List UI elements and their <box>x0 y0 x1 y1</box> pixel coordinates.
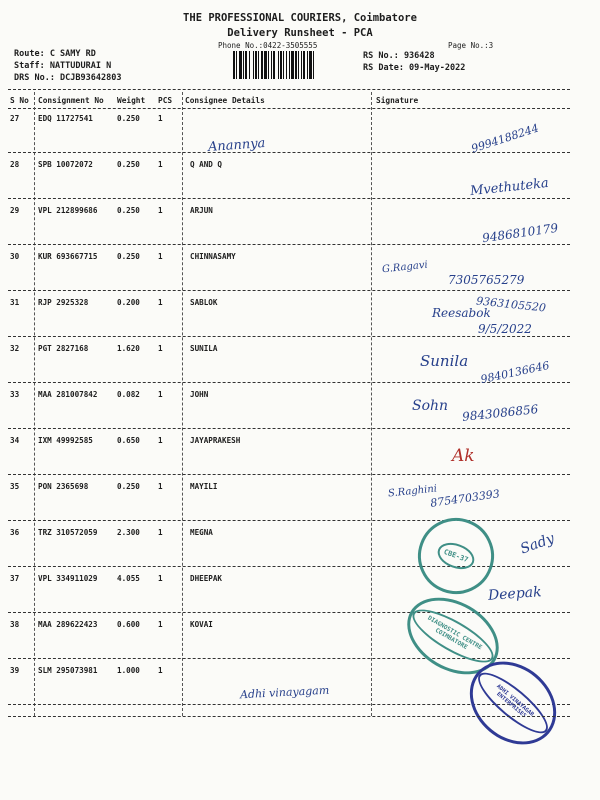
row-pcs: 1 <box>158 160 163 169</box>
signature-text: 9486810179 <box>481 220 559 246</box>
row-consignee: DHEEPAK <box>190 574 223 583</box>
signature-text: Sunila <box>420 352 469 370</box>
signature-text: S.Raghini <box>387 483 438 500</box>
row-weight: 0.250 <box>117 252 140 261</box>
signature-text: 9840136646 <box>479 358 551 387</box>
signature-text: 9843086856 <box>461 402 539 424</box>
row-weight: 4.055 <box>117 574 140 583</box>
signature-text: Ak <box>452 446 475 466</box>
row-consignee: MEGNA <box>190 528 213 537</box>
row-sno: 31 <box>10 298 20 307</box>
row-divider <box>8 290 570 291</box>
row-consignee: ARJUN <box>190 206 213 215</box>
page-number: Page No.:3 <box>448 41 494 50</box>
seal-stamp-text: CBE-37 <box>434 538 477 573</box>
row-consignment-no: RJP 2925328 <box>38 298 89 307</box>
row-pcs: 1 <box>158 620 163 629</box>
table-row <box>0 620 600 666</box>
signature-text: Sohn <box>412 398 449 414</box>
row-pcs: 1 <box>158 298 163 307</box>
runsheet-subtitle: Delivery Runsheet - PCA <box>227 27 373 39</box>
header-divider <box>8 89 570 90</box>
row-sno: 28 <box>10 160 20 169</box>
row-weight: 0.600 <box>117 620 140 629</box>
row-divider <box>8 198 570 199</box>
row-sno: 39 <box>10 666 20 675</box>
row-sno: 29 <box>10 206 20 215</box>
row-pcs: 1 <box>158 482 163 491</box>
row-consignment-no: MAA 281007842 <box>38 390 98 399</box>
row-divider <box>8 336 570 337</box>
row-consignment-no: SLM 295073981 <box>38 666 98 675</box>
row-sno: 32 <box>10 344 20 353</box>
row-pcs: 1 <box>158 528 163 537</box>
rs-number: RS No.: 936428 <box>363 51 435 61</box>
row-divider <box>8 152 570 153</box>
row-weight: 1.620 <box>117 344 140 353</box>
column-header-divider <box>8 108 570 109</box>
signature-text: Anannya <box>207 136 266 155</box>
row-pcs: 1 <box>158 574 163 583</box>
signature-text: 7305765279 <box>448 273 525 287</box>
row-consignee: SUNILA <box>190 344 218 353</box>
row-divider <box>8 612 570 613</box>
row-consignment-no: KUR 693667715 <box>38 252 98 261</box>
footer-divider <box>8 716 570 717</box>
row-weight: 0.250 <box>117 206 140 215</box>
phone-number: Phone No.:0422-3505555 <box>218 41 318 50</box>
row-pcs: 1 <box>158 344 163 353</box>
col-pcs: PCS <box>158 96 173 105</box>
row-pcs: 1 <box>158 114 163 123</box>
row-sno: 37 <box>10 574 20 583</box>
row-divider <box>8 520 570 521</box>
row-consignment-no: MAA 289622423 <box>38 620 98 629</box>
col-weight: Weight <box>117 96 146 105</box>
row-pcs: 1 <box>158 252 163 261</box>
route-label: Route: C SAMY RD <box>14 49 96 59</box>
row-weight: 0.250 <box>117 114 140 123</box>
row-weight: 0.250 <box>117 160 140 169</box>
col-consignment: Consignment No <box>38 96 104 105</box>
signature-text: Sady <box>518 530 557 558</box>
row-consignee: CHINNASAMY <box>190 252 236 261</box>
signature-text: Deepak <box>487 584 543 604</box>
row-pcs: 1 <box>158 666 163 675</box>
row-consignment-no: PON 2365698 <box>38 482 89 491</box>
row-pcs: 1 <box>158 436 163 445</box>
seal-stamp-text: ADHI VINAYAGAR ENTERPRISES <box>470 664 555 742</box>
row-pcs: 1 <box>158 206 163 215</box>
col-signature: Signature <box>376 96 419 105</box>
row-divider <box>8 474 570 475</box>
row-consignee: Q AND Q <box>190 160 223 169</box>
company-title: THE PROFESSIONAL COURIERS, Coimbatore <box>183 12 417 24</box>
row-sno: 34 <box>10 436 20 445</box>
signature-text: 8754703393 <box>429 487 501 510</box>
barcode <box>232 51 354 79</box>
row-consignment-no: PGT 2827168 <box>38 344 89 353</box>
row-consignee: MAYILI <box>190 482 218 491</box>
signature-text: 9994188244 <box>469 121 541 156</box>
rs-date: RS Date: 09-May-2022 <box>363 63 466 73</box>
row-weight: 0.650 <box>117 436 140 445</box>
table-row <box>0 436 600 482</box>
row-sno: 35 <box>10 482 20 491</box>
signature-text: 9/5/2022 <box>478 322 532 336</box>
staff-label: Staff: NATTUDURAI N <box>14 61 112 71</box>
seal-stamp-text: DIAGNOSTIC CENTRE COIMBATORE <box>406 600 501 672</box>
col-consignee: Consignee Details <box>185 96 265 105</box>
signature-text: Adhi vinayagam <box>239 683 330 702</box>
row-sno: 27 <box>10 114 20 123</box>
table-row <box>0 482 600 528</box>
row-consignee: JAYAPRAKESH <box>190 436 241 445</box>
row-weight: 0.200 <box>117 298 140 307</box>
drs-number: DRS No.: DCJB93642803 <box>14 73 122 83</box>
table-row <box>0 528 600 574</box>
signature-text: Reesabok <box>432 306 491 320</box>
row-sno: 30 <box>10 252 20 261</box>
row-sno: 36 <box>10 528 20 537</box>
row-pcs: 1 <box>158 390 163 399</box>
row-consignee: JOHN <box>190 390 209 399</box>
row-consignment-no: IXM 49992585 <box>38 436 93 445</box>
row-divider <box>8 428 570 429</box>
col-sno: S No <box>10 96 29 105</box>
row-consignment-no: SPB 10072072 <box>38 160 93 169</box>
row-consignment-no: TRZ 310572059 <box>38 528 98 537</box>
row-weight: 0.250 <box>117 482 140 491</box>
row-sno: 38 <box>10 620 20 629</box>
row-weight: 2.300 <box>117 528 140 537</box>
row-consignee: SABLOK <box>190 298 218 307</box>
row-consignee: KOVAI <box>190 620 213 629</box>
signature-text: G.Ragavi <box>381 259 429 276</box>
row-weight: 1.000 <box>117 666 140 675</box>
row-consignment-no: EDQ 11727541 <box>38 114 93 123</box>
row-consignment-no: VPL 334911029 <box>38 574 98 583</box>
signature-text: 9363105520 <box>475 294 547 315</box>
row-consignment-no: VPL 212899686 <box>38 206 98 215</box>
row-sno: 33 <box>10 390 20 399</box>
row-weight: 0.082 <box>117 390 140 399</box>
signature-text: Mvethuteka <box>469 175 550 200</box>
